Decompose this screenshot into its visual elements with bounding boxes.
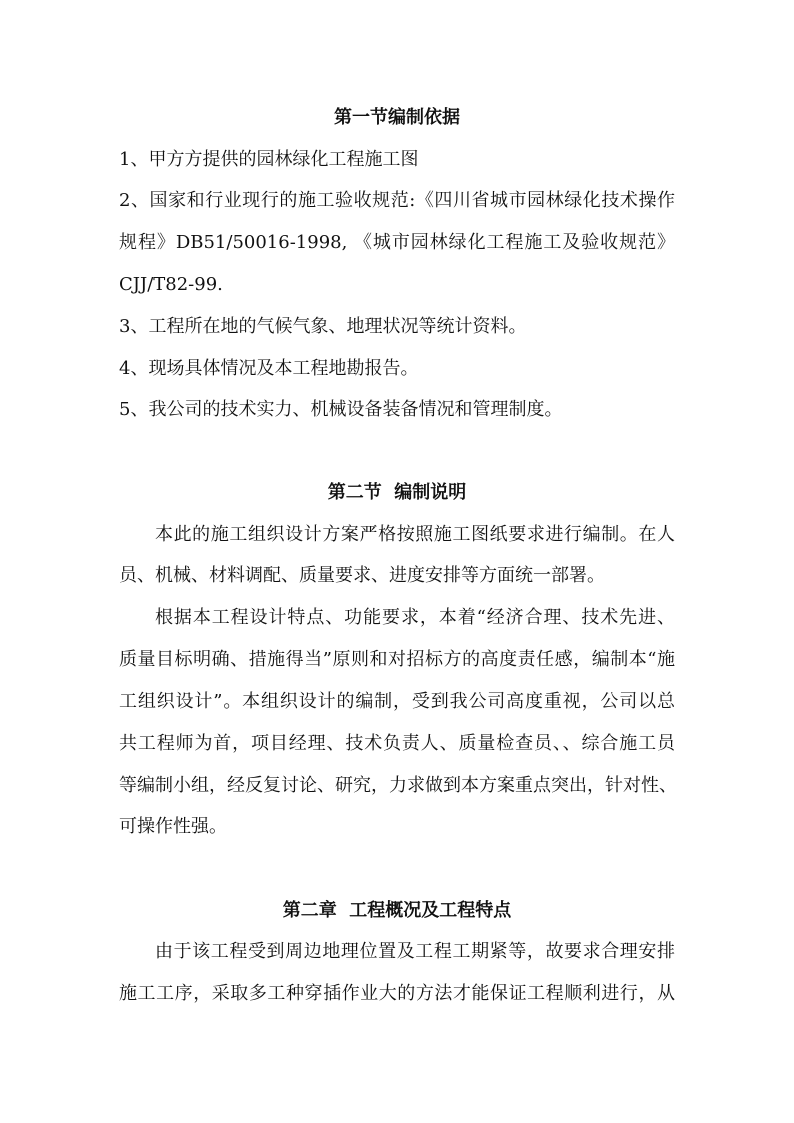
basis-item-3: 3、工程所在地的气候气象、地理状况等统计资料。 — [119, 316, 527, 337]
paragraph-line: 施工工序，采取多工种穿插作业大的方法才能保证工程顺利进行，从 — [119, 983, 675, 1004]
paragraph-line: 员、机械、材料调配、质量要求、进度安排等方面统一部署。 — [119, 565, 605, 586]
paragraph-line: 根据本工程设计特点、功能要求，本着“经济合理、技术先进、 — [155, 607, 675, 628]
basis-item-2-cont: 规程》DB51/50016-1998, 《城市园林绿化工程施工及验收规范》 — [119, 232, 675, 253]
basis-item-2-cont-2: CJJ/T82-99. — [119, 274, 223, 295]
basis-item-4: 4、现场具体情况及本工程地勘报告。 — [119, 358, 419, 379]
paragraph-line: 质量目标明确、措施得当”原则和对招标方的高度责任感，编制本“施 — [119, 649, 675, 670]
paragraph-line: 共工程师为首，项目经理、技术负责人、质量检查员、、综合施工员 — [119, 733, 675, 754]
paragraph-line: 本此的施工组织设计方案严格按照施工图纸要求进行编制。在人 — [155, 524, 675, 545]
paragraph-line: 由于该工程受到周边地理位置及工程工期紧等，故要求合理安排 — [155, 941, 675, 962]
section-heading-description: 第二节 编制说明 — [327, 482, 467, 503]
basis-item-5: 5、我公司的技术实力、机械设备装备情况和管理制度。 — [119, 399, 563, 420]
paragraph-line: 可操作性强。 — [119, 816, 227, 837]
basis-item-2: 2、国家和行业现行的施工验收规范:《四川省城市园林绿化技术操作 — [119, 190, 675, 211]
basis-item-1: 1、甲方方提供的园林绿化工程施工图 — [119, 149, 419, 170]
chapter-heading-overview: 第二章 工程概况及工程特点 — [282, 900, 512, 921]
paragraph-line: 工组织设计”。本组织设计的编制，受到我公司高度重视，公司以总 — [119, 691, 675, 712]
section-heading-basis: 第一节编制依据 — [334, 107, 460, 128]
paragraph-line: 等编制小组，经反复讨论、研究，力求做到本方案重点突出，针对性、 — [119, 775, 677, 796]
